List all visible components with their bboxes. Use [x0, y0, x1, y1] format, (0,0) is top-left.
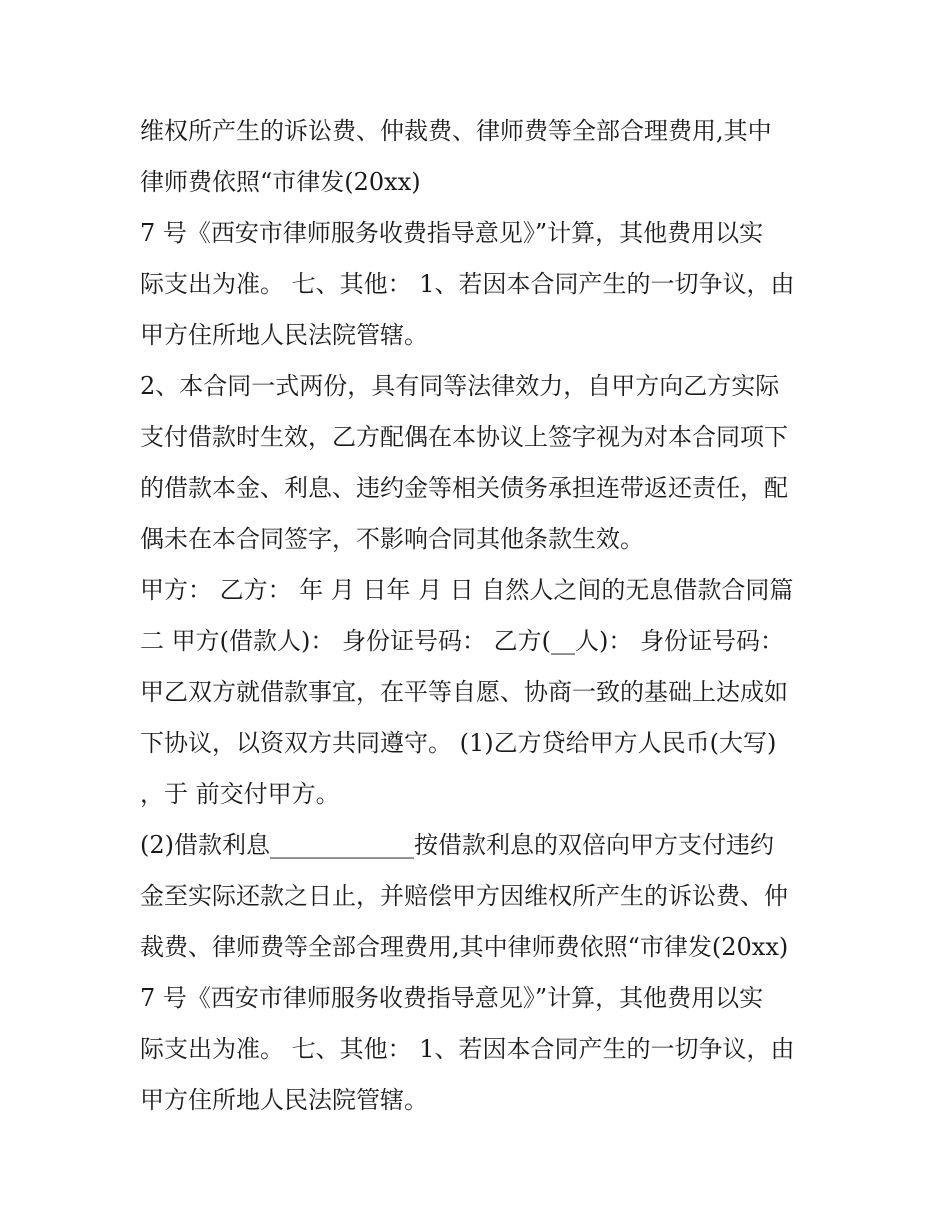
- document-body: [140, 106, 820, 1126]
- text-line: 甲方住所地人民法院管辖。: [140, 321, 428, 349]
- text-line: 甲乙双方就借款事宜，在平等自愿、协商一致的基础上达成如: [140, 678, 788, 706]
- text-line: 支付借款时生效，乙方配偶在本协议上签字视为对本合同项下: [140, 423, 788, 451]
- text-line: 际支出为准。 七、其他： 1、若因本合同产生的一切争议，由: [140, 1035, 795, 1063]
- text-line: 的借款本金、利息、违约金等相关债务承担连带返还责任，配: [140, 474, 788, 502]
- text-line: 金至实际还款之日止，并赔偿甲方因维权所产生的诉讼费、仲: [140, 882, 788, 910]
- text-line: 裁费、律师费等全部合理费用,其中律师费依照“市律发(20xx): [140, 933, 789, 961]
- text-line: 下协议，以资双方共同遵守。 (1)乙方贷给甲方人民币(大写): [140, 729, 777, 757]
- text-line: 7 号《西安市律师服务收费指导意见》”计算，其他费用以实: [140, 219, 764, 247]
- text-line: 律师费依照“市律发(20xx): [140, 168, 421, 196]
- text-line: 偶未在本合同签字，不影响合同其他条款生效。: [140, 525, 644, 553]
- text-line: 甲方： 乙方： 年 月 日年 月 日 自然人之间的无息借款合同篇: [140, 576, 794, 604]
- text-line: 甲方住所地人民法院管辖。: [140, 1086, 428, 1114]
- text-line: 7 号《西安市律师服务收费指导意见》”计算，其他费用以实: [140, 984, 764, 1012]
- text-line: ，于 前交付甲方。: [140, 780, 340, 808]
- text-line: 维权所产生的诉讼费、仲裁费、律师费等全部合理费用,其中: [140, 117, 772, 145]
- text-line: 二 甲方(借款人)： 身份证号码： 乙方(__人)： 身份证号码：: [140, 627, 784, 655]
- text-line: (2)借款利息____________按借款利息的双倍向甲方支付违约: [140, 831, 774, 859]
- text-line: 际支出为准。 七、其他： 1、若因本合同产生的一切争议，由: [140, 270, 795, 298]
- text-line: 2、本合同一式两份，具有同等法律效力，自甲方向乙方实际: [140, 372, 780, 400]
